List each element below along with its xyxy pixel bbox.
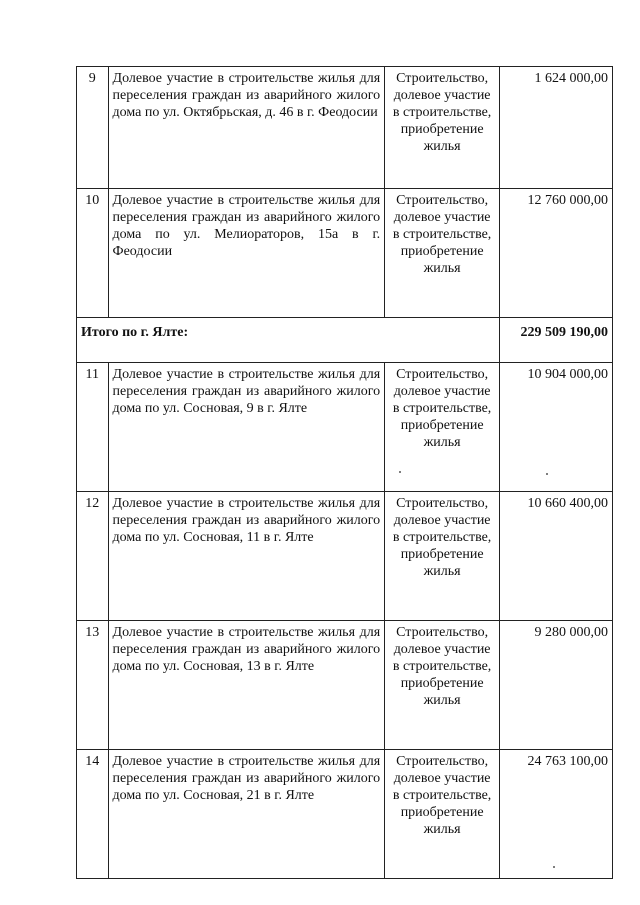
row-type: Строительство, долевое участие в строительстве, приобретение жилья (385, 363, 500, 492)
row-sum: 1 624 000,00 (500, 67, 613, 189)
row-sum: 10 904 000,00 (500, 363, 613, 492)
row-number: 11 (77, 363, 109, 492)
row-type: Строительство, долевое участие в строительстве, приобретение жилья (385, 67, 500, 189)
row-type: Строительство, долевое участие в строительстве, приобретение жилья (385, 189, 500, 318)
table-row (77, 492, 613, 621)
table-row (77, 750, 613, 879)
row-number: 14 (77, 750, 109, 879)
row-number: 9 (77, 67, 109, 189)
row-description: Долевое участие в строительстве жилья для переселения граждан из аварийного жилого дома по ул. Сосновая, 9 в г. Ялте (108, 363, 385, 492)
row-description: Долевое участие в строительстве жилья для переселения граждан из аварийного жилого дома по ул. Мелиораторов, 15а в г. Феодосии (108, 189, 385, 318)
scan-speck (546, 473, 548, 475)
row-type: Строительство, долевое участие в строительстве, приобретение жилья (385, 492, 500, 621)
row-description: Долевое участие в строительстве жилья для переселения граждан из аварийного жилого дома по ул. Сосновая, 13 в г. Ялте (108, 621, 385, 750)
total-row (77, 318, 613, 363)
table-row (77, 621, 613, 750)
row-sum: 10 660 400,00 (500, 492, 613, 621)
total-sum: 229 509 190,00 (500, 318, 613, 363)
row-sum: 9 280 000,00 (500, 621, 613, 750)
row-sum: 12 760 000,00 (500, 189, 613, 318)
table-row (77, 67, 613, 189)
scan-speck (553, 866, 555, 868)
program-table (76, 66, 613, 879)
row-number: 12 (77, 492, 109, 621)
row-description: Долевое участие в строительстве жилья для переселения граждан из аварийного жилого дома по ул. Сосновая, 21 в г. Ялте (108, 750, 385, 879)
row-number: 10 (77, 189, 109, 318)
row-type: Строительство, долевое участие в строительстве, приобретение жилья (385, 750, 500, 879)
row-sum: 24 763 100,00 (500, 750, 613, 879)
table-row (77, 189, 613, 318)
row-number: 13 (77, 621, 109, 750)
row-type: Строительство, долевое участие в строительстве, приобретение жилья (385, 621, 500, 750)
total-label: Итого по г. Ялте: (77, 318, 500, 363)
row-description: Долевое участие в строительстве жилья для переселения граждан из аварийного жилого дома по ул. Сосновая, 11 в г. Ялте (108, 492, 385, 621)
table-row (77, 363, 613, 492)
scan-speck (399, 471, 401, 473)
row-description: Долевое участие в строительстве жилья для переселения граждан из аварийного жилого дома по ул. Октябрьская, д. 46 в г. Феодосии (108, 67, 385, 189)
